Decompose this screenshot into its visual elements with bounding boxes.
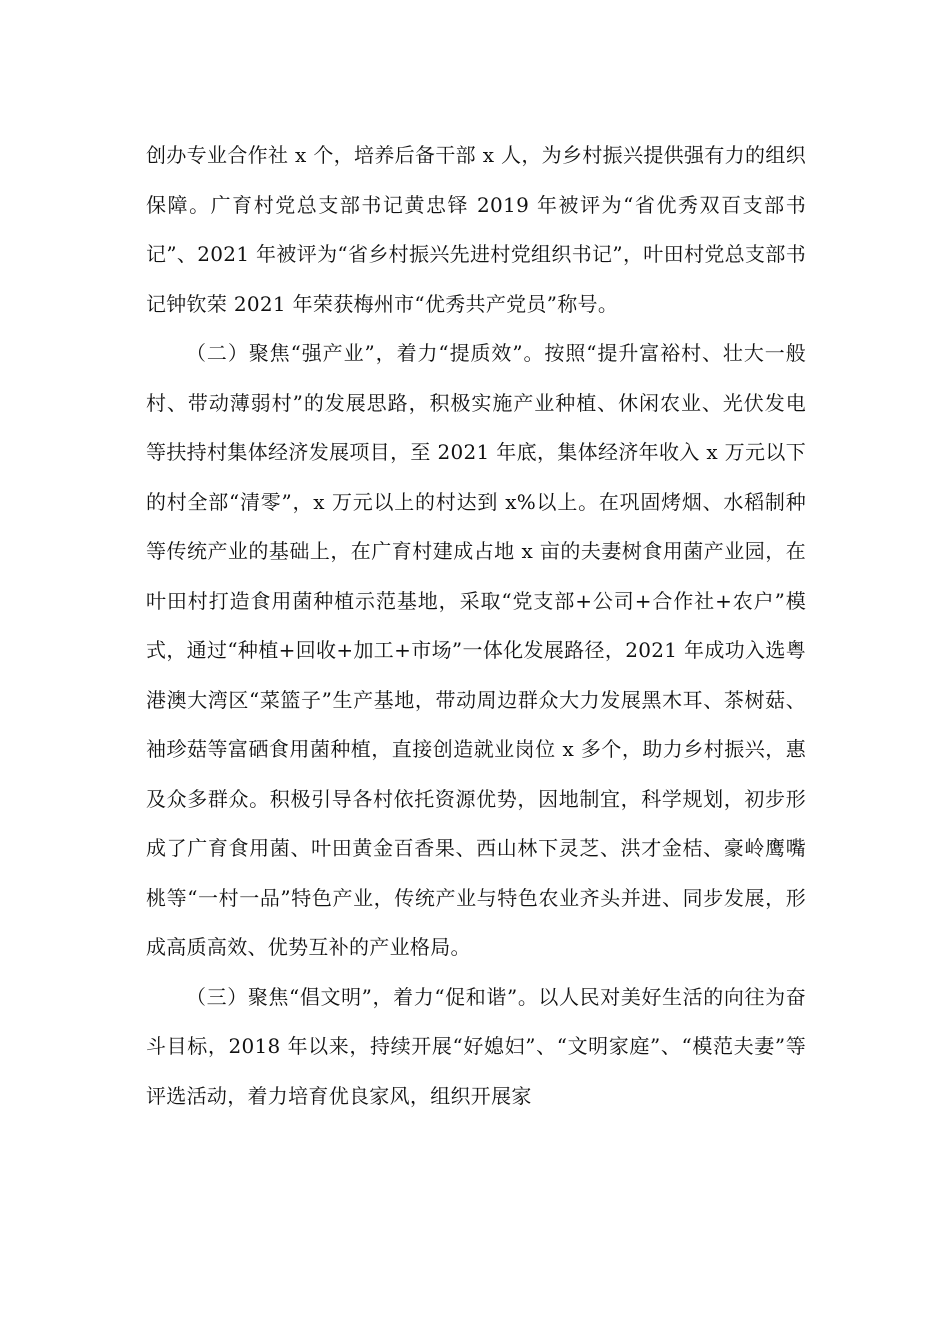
paragraph-3: （三）聚焦“倡文明”，着力“促和谐”。以人民对美好生活的向往为奋斗目标，2018 年以来，持续开展“好媳妇”、“文明家庭”、“模范夫妻”等评选活动，着力培育优良家风，组织开展家 (146, 984, 806, 1108)
body-text (146, 131, 806, 1121)
paragraph-1: 创办专业合作社 x 个，培养后备干部 x 人，为乡村振兴提供强有力的组织保障。广育村党总支部书记黄忠铎 2019 年被评为“省优秀双百支部书记”、2021 年被评为“省乡村振兴先进村党组织书记”，叶田村党总支部书记钟钦荣 2021 年荣获梅州市“优秀共产党员”称号。 (146, 143, 806, 316)
paragraph-2: （二）聚焦“强产业”，着力“提质效”。按照“提升富裕村、壮大一般村、带动薄弱村”的发展思路，积极实施产业种植、休闲农业、光伏发电等扶持村集体经济发展项目，至 2021 年底，集体经济年收入 x 万元以下的村全部“清零”，x 万元以上的村达到 x%以上。在巩固烤烟、水稻制种等传统产业的基础上，在广育村建成占地 x 亩的夫妻树食用菌产业园，在叶田村打造食用菌种植示范基地，采取“党支部+公司+合作社+农户”模式，通过“种植+回收+加工+市场”一体化发展路径，2021 年成功入选粤港澳大湾区“菜篮子”生产基地，带动周边群众大力发展黑木耳、茶树菇、袖珍菇等富硒食用菌种植，直接创造就业岗位 x 多个，助力乡村振兴，惠及众多群众。积极引导各村依托资源优势，因地制宜，科学规划，初步形成了广育食用菌、叶田黄金百香果、西山林下灵芝、洪才金桔、豪岭鹰嘴桃等“一村一品”特色产业，传统产业与特色农业齐头并进、同步发展，形成高质高效、优势互补的产业格局。 (146, 341, 806, 959)
